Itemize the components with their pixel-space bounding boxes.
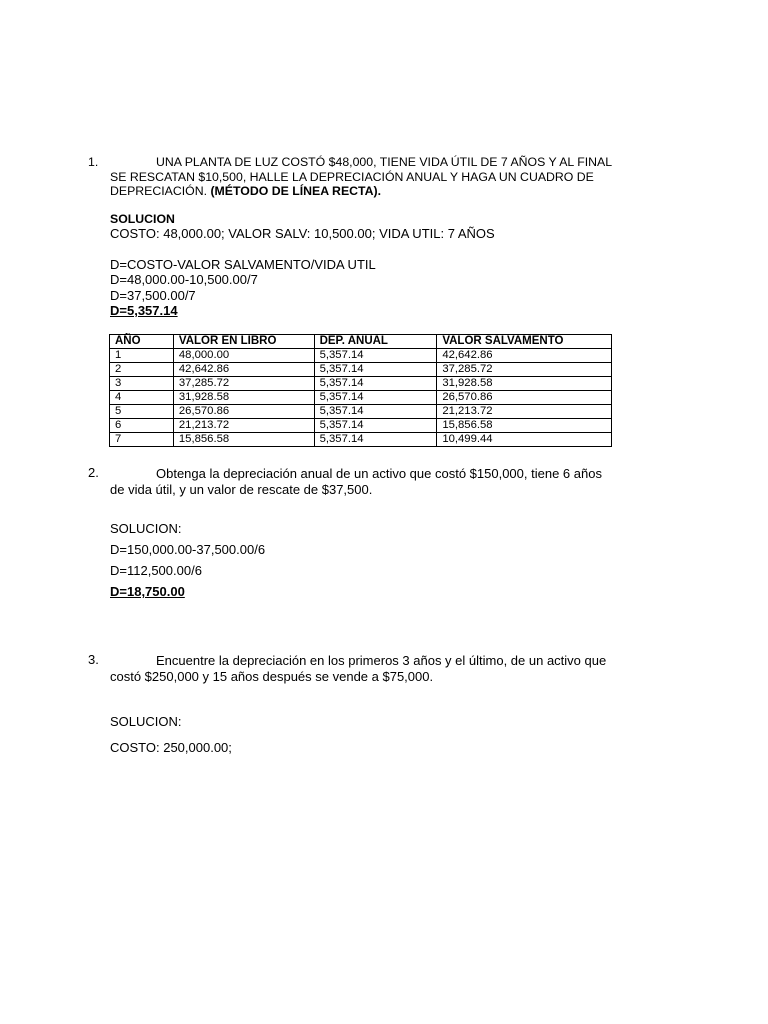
header-year: AÑO bbox=[110, 335, 174, 349]
table-row bbox=[110, 349, 612, 363]
problem-2-step-1: D=150,000.00-37,500.00/6 bbox=[110, 542, 266, 557]
problem-3-line-1-text: Encuentre la depreciación en los primeros 3 años y el último, de un activo que bbox=[156, 653, 607, 668]
problem-3-givens: COSTO: 250,000.00; bbox=[110, 740, 232, 755]
problem-3-line-1 bbox=[110, 653, 670, 669]
table-header-row bbox=[110, 335, 612, 349]
table-cell: 37,285.72 bbox=[173, 377, 314, 391]
table-cell: 5,357.14 bbox=[314, 349, 437, 363]
table-cell: 42,642.86 bbox=[437, 349, 612, 363]
problem-1-line-3-plain: DEPRECIACIÓN. bbox=[110, 184, 211, 198]
method-label: (MÉTODO DE LÍNEA RECTA). bbox=[210, 184, 382, 198]
table-cell: 48,000.00 bbox=[173, 349, 314, 363]
problem-1-line-1-text: UNA PLANTA DE LUZ COSTÓ $48,000, TIENE VIDA ÚTIL DE 7 AÑOS Y AL FINAL bbox=[156, 155, 613, 169]
problem-1-number: 1. bbox=[88, 155, 99, 169]
table-cell: 4 bbox=[110, 391, 174, 405]
table-row bbox=[110, 419, 612, 433]
table-row bbox=[110, 433, 612, 447]
header-annual-depreciation: DEP. ANUAL bbox=[314, 335, 437, 349]
problem-2-line-2: de vida útil, y un valor de rescate de $37,500. bbox=[110, 482, 373, 497]
problem-2-line-1-text: Obtenga la depreciación anual de un activo que costó $150,000, tiene 6 años bbox=[156, 466, 602, 481]
header-book-value: VALOR EN LIBRO bbox=[173, 335, 314, 349]
problem-3-solution-heading: SOLUCION: bbox=[110, 714, 182, 729]
depreciation-table bbox=[109, 334, 612, 447]
table-cell: 26,570.86 bbox=[173, 405, 314, 419]
table-cell: 15,856.58 bbox=[437, 419, 612, 433]
problem-2-statement bbox=[110, 466, 670, 498]
table-cell: 5 bbox=[110, 405, 174, 419]
table-row bbox=[110, 391, 612, 405]
table-cell: 1 bbox=[110, 349, 174, 363]
problem-1-line-2: SE RESCATAN $10,500, HALLE LA DEPRECIACIÓN ANUAL Y HAGA UN CUADRO DE bbox=[110, 169, 594, 184]
problem-1-result: D=5,357.14 bbox=[110, 303, 178, 318]
problem-3-line-2: costó $250,000 y 15 años después se vende a $75,000. bbox=[110, 669, 434, 684]
header-salvage-value: VALOR SALVAMENTO bbox=[437, 335, 612, 349]
table-cell: 42,642.86 bbox=[173, 363, 314, 377]
table-cell: 5,357.14 bbox=[314, 419, 437, 433]
problem-2-number: 2. bbox=[88, 465, 99, 480]
table-cell: 5,357.14 bbox=[314, 405, 437, 419]
table-cell: 31,928.58 bbox=[173, 391, 314, 405]
table-row bbox=[110, 377, 612, 391]
problem-2-line-1 bbox=[110, 466, 670, 482]
problem-3-statement bbox=[110, 653, 670, 685]
problem-1-givens: COSTO: 48,000.00; VALOR SALV: 10,500.00; VIDA UTIL: 7 AÑOS bbox=[110, 226, 495, 241]
table-cell: 26,570.86 bbox=[437, 391, 612, 405]
table-cell: 5,357.14 bbox=[314, 363, 437, 377]
problem-1-line-3 bbox=[110, 184, 650, 199]
table-row bbox=[110, 363, 612, 377]
problem-1-statement bbox=[110, 155, 650, 199]
problem-2-step-2: D=112,500.00/6 bbox=[110, 563, 202, 578]
problem-2-solution-heading: SOLUCION: bbox=[110, 521, 182, 536]
table-cell: 7 bbox=[110, 433, 174, 447]
table-cell: 5,357.14 bbox=[314, 391, 437, 405]
table-row bbox=[110, 405, 612, 419]
problem-1-line-1 bbox=[110, 155, 650, 170]
table-cell: 5,357.14 bbox=[314, 433, 437, 447]
problem-3-number: 3. bbox=[88, 652, 99, 667]
problem-1-step-2: D=37,500.00/7 bbox=[110, 288, 196, 303]
table-cell: 31,928.58 bbox=[437, 377, 612, 391]
problem-1-formula: D=COSTO-VALOR SALVAMENTO/VIDA UTIL bbox=[110, 257, 376, 272]
table-cell: 3 bbox=[110, 377, 174, 391]
table-cell: 6 bbox=[110, 419, 174, 433]
table-cell: 5,357.14 bbox=[314, 377, 437, 391]
table-cell: 37,285.72 bbox=[437, 363, 612, 377]
problem-2-result: D=18,750.00 bbox=[110, 584, 185, 599]
table-cell: 15,856.58 bbox=[173, 433, 314, 447]
table-cell: 2 bbox=[110, 363, 174, 377]
problem-1-solution-heading: SOLUCION bbox=[110, 212, 175, 226]
table-cell: 21,213.72 bbox=[437, 405, 612, 419]
table-cell: 21,213.72 bbox=[173, 419, 314, 433]
problem-1-step-1: D=48,000.00-10,500.00/7 bbox=[110, 272, 258, 287]
table-cell: 10,499.44 bbox=[437, 433, 612, 447]
